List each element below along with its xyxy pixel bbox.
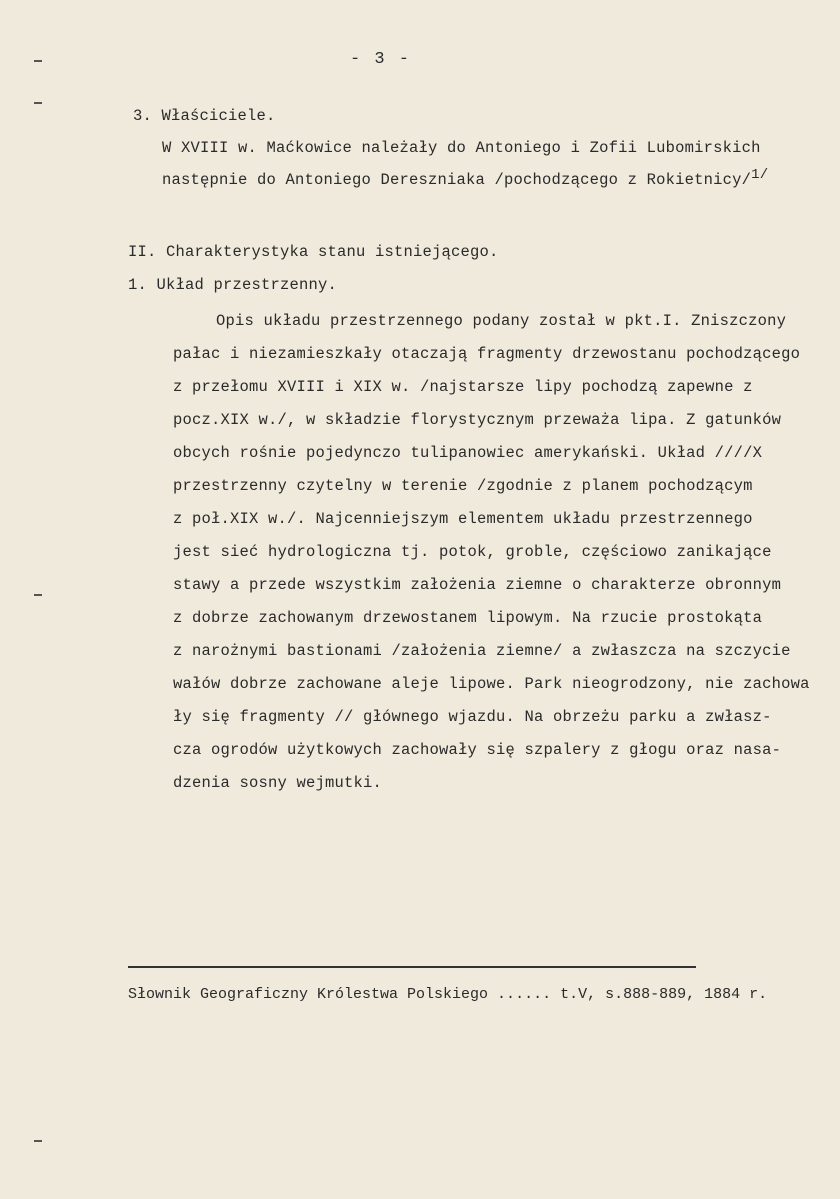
section-3-line-1: W XVIII w. Maćkowice należały do Antoniego i Zofii Lubomirskich bbox=[162, 139, 761, 157]
margin-mark bbox=[34, 1140, 42, 1142]
section-ii-heading: II. Charakterystyka stanu istniejącego. bbox=[128, 243, 499, 261]
margin-mark bbox=[34, 102, 42, 104]
subsection-1-heading: 1. Układ przestrzenny. bbox=[128, 276, 338, 294]
body-line: z poł.XIX w./. Najcenniejszym elementem układu przestrzennego bbox=[173, 510, 753, 528]
page-number: - 3 - bbox=[350, 50, 412, 69]
body-line: przestrzenny czytelny w terenie /zgodnie z planem pochodzącym bbox=[173, 477, 753, 495]
body-line: z narożnymi bastionami /założenia ziemne/ a zwłaszcza na szczycie bbox=[173, 642, 791, 660]
body-line: Opis układu przestrzennego podany został w pkt.I. Zniszczony bbox=[216, 312, 787, 330]
body-line: z dobrze zachowanym drzewostanem lipowym. Na rzucie prostokąta bbox=[173, 609, 763, 627]
body-line: dzenia sosny wejmutki. bbox=[173, 774, 383, 792]
body-line: wałów dobrze zachowane aleje lipowe. Park nieogrodzony, nie zachowa bbox=[173, 675, 810, 693]
body-line: pałac i niezamieszkały otaczają fragmenty drzewostanu pochodzącego bbox=[173, 345, 801, 363]
body-line: ły się fragmenty // głównego wjazdu. Na obrzeżu parku a zwłasz- bbox=[173, 708, 772, 726]
footnote-text: Słownik Geograficzny Królestwa Polskiego ...... t.V, s.888-889, 1884 r. bbox=[128, 986, 768, 1003]
margin-mark bbox=[34, 60, 42, 62]
body-line: stawy a przede wszystkim założenia ziemne o charakterze obronnym bbox=[173, 576, 782, 594]
body-line: cza ogrodów użytkowych zachowały się szpalery z głogu oraz nasa- bbox=[173, 741, 782, 759]
body-line: pocz.XIX w./, w składzie florystycznym przeważa lipa. Z gatunków bbox=[173, 411, 782, 429]
section-3-line-2 bbox=[162, 167, 769, 191]
body-line: z przełomu XVIII i XIX w. /najstarsze lipy pochodzą zapewne z bbox=[173, 378, 753, 396]
body-line: obcych rośnie pojedynczo tulipanowiec amerykański. Układ ////X bbox=[173, 444, 763, 462]
section-3-heading: 3. Właściciele. bbox=[133, 107, 276, 125]
margin-mark bbox=[34, 594, 42, 596]
footnote-reference: 1/ bbox=[751, 167, 769, 183]
footnote-divider bbox=[128, 966, 696, 968]
section-3-line-2-text: następnie do Antoniego Dereszniaka /pochodzącego z Rokietnicy/ bbox=[162, 171, 752, 189]
body-line: jest sieć hydrologiczna tj. potok, groble, częściowo zanikające bbox=[173, 543, 772, 561]
